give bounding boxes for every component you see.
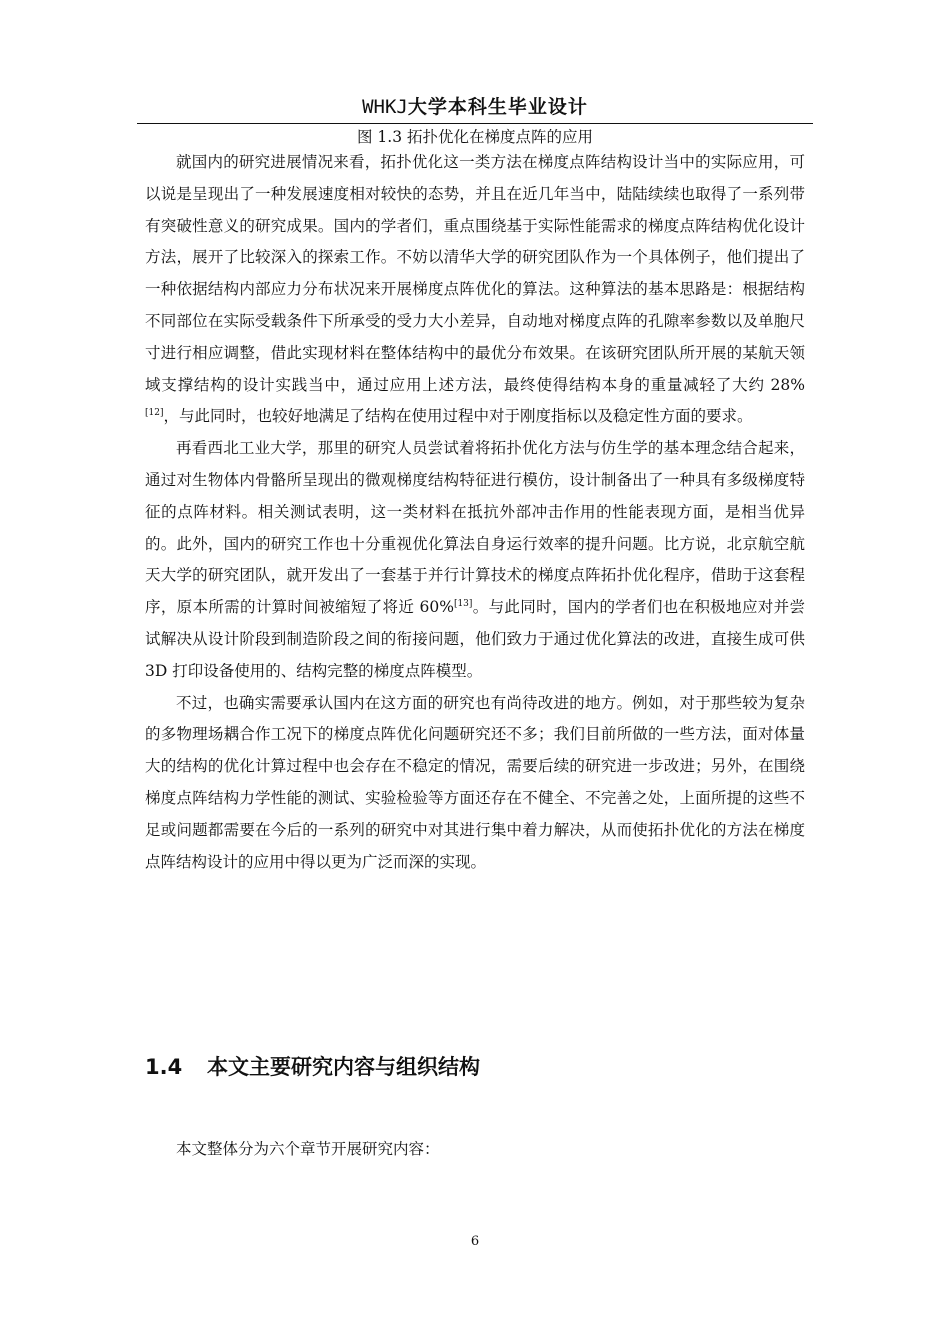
page-number: 6: [470, 1234, 480, 1249]
section-heading: [145, 1050, 480, 1084]
paragraph-text: 就国内的研究进展情况来看，拓扑优化这一类方法在梯度点阵结构设计当中的实际应用，可以说是呈现出了一种发展速度相对较快的态势，并且在近几年当中，陆陆续续也取得了一系列带有突破性意义的研究成果。国内的学者们，重点围绕基于实际性能需求的梯度点阵结构优化设计方法，展开了比较深入的探索工作。不妨以清华大学的研究团队作为一个具体例子，他们提出了一种依据结构内部应力分布状况来开展梯度点阵优化的算法。这种算法的基本思路是：根据结构不同部位在实际受载条件下所承受的受力大小差异，自动地对梯度点阵的孔隙率参数以及单胞尺寸进行相应调整，借此实现材料在整体结构中的最优分布效果。在该研究团队所开展的某航天领域支撑结构的设计实践当中，通过应用上述方法，最终使得结构本身的重量减轻了大约 28%: [145, 153, 805, 394]
header-title: 大学本科生毕业设计: [407, 96, 588, 118]
paragraph: [145, 688, 805, 879]
section-number: 1.4: [145, 1055, 183, 1079]
citation: [12]: [145, 408, 164, 419]
header-rule: [137, 123, 813, 124]
paragraph: [145, 433, 805, 687]
header-abbreviation: WHKJ: [362, 96, 408, 118]
section-title: 本文主要研究内容与组织结构: [207, 1055, 480, 1079]
citation: [13]: [453, 599, 473, 609]
paragraph-text: 再看西北工业大学，那里的研究人员尝试着将拓扑优化方法与仿生学的基本理念结合起来，通过对生物体内骨骼所呈现出的微观梯度结构特征进行模仿，设计制备出了一种具有多级梯度特征的点阵材料。相关测试表明，这一类材料在抵抗外部冲击作用的性能表现方面，是相当优异的。此外，国内的研究工作也十分重视优化算法自身运行效率的提升问题。比方说，北京航空航天大学的研究团队，就开发出了一套基于并行计算技术的梯度点阵拓扑优化程序，借助于这套程序，原本所需的计算时间被缩短了将近 60%: [145, 439, 805, 617]
paragraph-text: 。与此同时，国内的学者们也在积极地应对并尝试解决从设计阶段到制造阶段之间的衔接问题，他们致力于通过优化算法的改进，直接生成可供 3D 打印设备使用的、结构完整的梯度点阵模型。: [145, 598, 805, 680]
intro-paragraph: 本文整体分为六个章节开展研究内容：: [176, 1140, 440, 1158]
paragraph-text: 不过，也确实需要承认国内在这方面的研究也有尚待改进的地方。例如，对于那些较为复杂的多物理场耦合作工况下的梯度点阵优化问题研究还不多；我们目前所做的一些方法，面对体量大的结构的优化计算过程中也会存在不稳定的情况，需要后续的研究进一步改进；另外，在围绕梯度点阵结构力学性能的测试、实验检验等方面还存在不健全、不完善之处，上面所提的这些不足或问题都需要在今后的一系列的研究中对其进行集中着力解决，从而使拓扑优化的方法在梯度点阵结构设计的应用中得以更为广泛而深的实现。: [145, 693, 805, 871]
paragraph: [145, 147, 805, 433]
paragraph-text: ，与此同时，也较好地满足了结构在使用过程中对于刚度指标以及稳定性方面的要求。: [163, 407, 753, 426]
running-header: [137, 94, 813, 120]
body-text: [145, 147, 805, 878]
figure-caption: 图 1.3 拓扑优化在梯度点阵的应用: [356, 128, 593, 146]
